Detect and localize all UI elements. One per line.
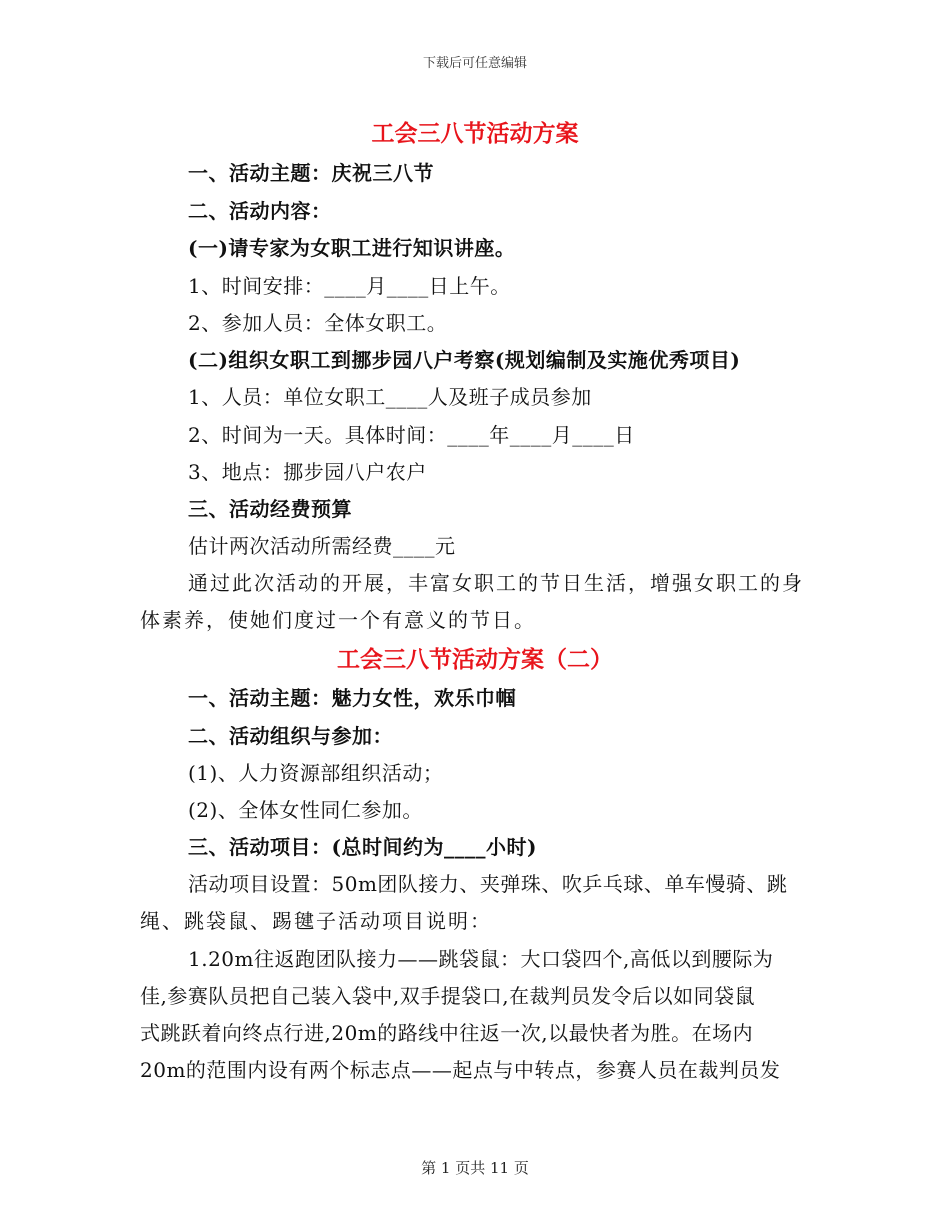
lecture-participants-line: 2、参加人员：全体女职工。 [188,311,448,335]
organization-heading: 二、活动组织与参加： [188,724,393,748]
visit-time-line: 2、时间为一天。具体时间：____年____月____日 [188,423,635,447]
page-header: 下载后可任意编辑 [422,56,527,71]
organization-item-1: (1)、人力资源部组织活动； [188,761,444,785]
relay-description-line-4: 20m的范围内设有两个标志点——起点与中转点，参赛人员在裁判员发 [140,1058,781,1082]
lecture-heading: (一)请专家为女职工进行知识讲座。 [188,236,516,260]
relay-description-line-1: 1.20m往返跑团队接力——跳袋鼠：大口袋四个,高低以到腰际为 [188,947,774,971]
document-title: 工会三八节活动方案 [371,120,579,147]
visit-place-line: 3、地点：挪步园八户农户 [188,460,427,484]
budget-line: 估计两次活动所需经费____元 [188,534,456,558]
summary-line-1: 通过此次活动的开展，丰富女职工的节日生活，增强女职工的身 [188,571,804,595]
theme-two-line: 一、活动主题：魅力女性，欢乐巾帼 [188,686,516,710]
budget-heading: 三、活动经费预算 [188,497,352,521]
section-two-title: 工会三八节活动方案（二） [337,646,613,673]
visit-people-line: 1、人员：单位女职工____人及班子成员参加 [188,385,592,409]
summary-line-2: 体素养，使她们度过一个有意义的节日。 [140,608,536,632]
events-setup-line-2: 绳、跳袋鼠、踢毽子活动项目说明： [140,909,492,933]
relay-description-line-2: 佳,参赛队员把自己装入袋中,双手提袋口,在裁判员发令后以如同袋鼠 [140,984,756,1008]
content-heading: 二、活动内容： [188,199,332,223]
events-heading: 三、活动项目：(总时间约为____小时) [188,835,537,859]
visit-heading: (二)组织女职工到挪步园八户考察(规划编制及实施优秀项目) [188,348,741,372]
relay-description-line-3: 式跳跃着向终点行进,20m的路线中往返一次,以最快者为胜。在场内 [140,1021,754,1045]
events-setup-line-1: 活动项目设置：50m团队接力、夹弹珠、吹乒乓球、单车慢骑、跳 [188,872,788,896]
page-footer: 第 1 页共 11 页 [421,1159,529,1177]
organization-item-2: (2)、全体女性同仁参加。 [188,798,423,822]
theme-line: 一、活动主题：庆祝三八节 [188,161,434,185]
lecture-time-line: 1、时间安排：____月____日上午。 [188,274,511,298]
